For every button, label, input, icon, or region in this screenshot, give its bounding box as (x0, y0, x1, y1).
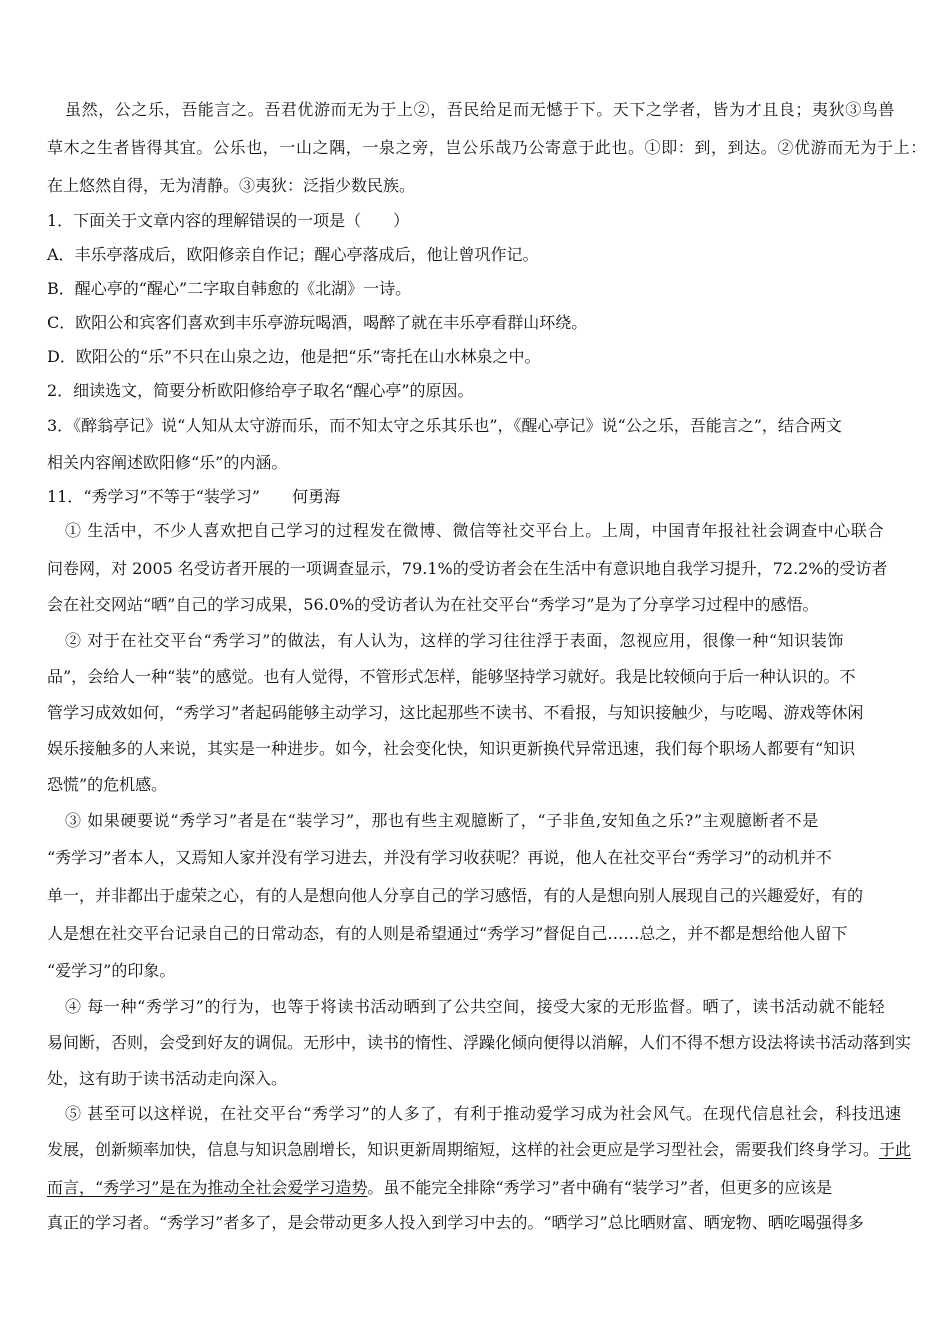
paragraph-line: ⑤ 甚至可以这样说，在社交平台“秀学习”的人多了，有利于推动爱学习成为社会风气。在现代信息社会，科技迅速 (65, 1104, 902, 1123)
paragraph-line: “秀学习”者本人，又焉知人家并没有学习进去，并没有学习收获呢？再说，他人在社交平台“秀学习”的动机并不 (47, 848, 832, 867)
option-a: A．丰乐亭落成后，欧阳修亲自作记；醒心亭落成后，他让曾巩作记。 (47, 245, 539, 264)
paragraph-line: “爱学习”的印象。 (47, 961, 176, 980)
paragraph-line: 娱乐接触多的人来说，其实是一种进步。如今，社会变化快，知识更新换代异常迅速，我们每个职场人都要有“知识 (47, 739, 856, 758)
paragraph-line: ③ 如果硬要说“秀学习”者是在“装学习”，那也有些主观臆断了，“子非鱼,安知鱼之乐?”主观臆断者不是 (65, 811, 819, 830)
paragraph-line (47, 1177, 907, 1199)
paragraph-line: 易间断，否则，会受到好友的调侃。无形中，读书的惰性、浮躁化倾向便得以消解，人们不得不想方设法将读书活动落到实 (47, 1033, 912, 1052)
paragraph-line: 管学习成效如何，“秀学习”者起码能够主动学习，这比起那些不读书、不看报，与知识接触少，与吃喝、游戏等休闲 (47, 703, 864, 722)
question-3: 3．《醉翁亭记》说“人知从太守游而乐，而不知太守之乐其乐也”，《醒心亭记》说“公之乐，吾能言之”，结合两文 (47, 416, 842, 435)
option-b: B．醒心亭的“醒心”二字取自韩愈的《北湖》一诗。 (47, 279, 412, 298)
question-2: 2．细读选文，简要分析欧阳修给亭子取名“醒心亭”的原因。 (47, 381, 474, 400)
paragraph-line: 单一，并非都出于虚荣之心，有的人是想向他人分享自己的学习感悟，有的人是想向别人展现自己的兴趣爱好，有的 (47, 886, 864, 905)
paragraph-line: 品”，会给人一种“装”的感觉。也有人觉得，不管形式怎样，能够坚持学习就好。我是比较倾向于后一种认识的。不 (47, 667, 856, 686)
option-d: D．欧阳公的“乐”不只在山泉之边，他是把“乐”寄托在山水林泉之中。 (47, 347, 541, 366)
paragraph-line: ① 生活中，不少人喜欢把自己学习的过程发在微博、微信等社交平台上。上周，中国青年报社社会调查中心联合 (65, 521, 885, 540)
underlined-text: 而言，“秀学习”是在为推动全社会爱学习造势 (47, 1178, 368, 1197)
question-3-cont: 相关内容阐述欧阳修“乐”的内涵。 (47, 453, 288, 472)
paragraph-line (47, 1139, 912, 1161)
paragraph-line: 真正的学习者。“秀学习”者多了，是会带动更多人投入到学习中去的。“晒学习”总比晒财富、晒宠物、晒吃喝强得多 (47, 1213, 864, 1232)
paragraph-line: ④ 每一种“秀学习”的行为，也等于将读书活动晒到了公共空间，接受大家的无形监督。晒了，读书活动就不能轻 (65, 997, 886, 1016)
question-1: 1．下面关于文章内容的理解错误的一项是（ ） (47, 211, 410, 230)
passage-line: 在上悠然自得，无为清静。③夷狄：泛指少数民族。 (47, 176, 416, 195)
underlined-text: 于此 (879, 1140, 912, 1159)
paragraph-text: 。虽不能完全排除“秀学习”者中确有“装学习”者，但更多的应该是 (367, 1178, 833, 1197)
passage-line: 虽然，公之乐，吾能言之。吾君优游而无为于上②，吾民给足而无憾于下。天下之学者，皆为才且良；夷狄③鸟兽 (65, 100, 896, 119)
paragraph-line: ② 对于在社交平台“秀学习”的做法，有人认为，这样的学习往往浮于表面，忽视应用，很像一种“知识装饰 (65, 631, 845, 650)
paragraph-line: 处，这有助于读书活动走向深入。 (47, 1069, 288, 1088)
paragraph-text: 发展，创新频率加快，信息与知识急剧增长，知识更新周期缩短，这样的社会更应是学习型社会，需要我们终身学习。 (47, 1140, 880, 1159)
paragraph-line: 人是想在社交平台记录自己的日常动态，有的人则是希望通过“秀学习”督促自己……总之，并不都是想给他人留下 (47, 924, 848, 943)
paragraph-line: 恐慌”的危机感。 (47, 775, 168, 794)
paragraph-line: 会在社交网站“晒”自己的学习成果，56.0%的受访者认为在社交平台“秀学习”是为了分享学习过程中的感悟。 (47, 595, 819, 614)
option-c: C．欧阳公和宾客们喜欢到丰乐亭游玩喝酒，喝醉了就在丰乐亭看群山环绕。 (47, 313, 588, 332)
paragraph-line: 问卷网，对 2005 名受访者开展的一项调查显示，79.1%的受访者会在生活中有意识地自我学习提升，72.2%的受访者 (47, 559, 888, 578)
section-title: 11．“秀学习”不等于“装学习” 何勇海 (47, 487, 341, 506)
passage-line: 草木之生者皆得其宜。公乐也，一山之隅，一泉之旁，岂公乐哉乃公寄意于此也。①即：到，到达。②优游而无为于上： (47, 138, 927, 157)
